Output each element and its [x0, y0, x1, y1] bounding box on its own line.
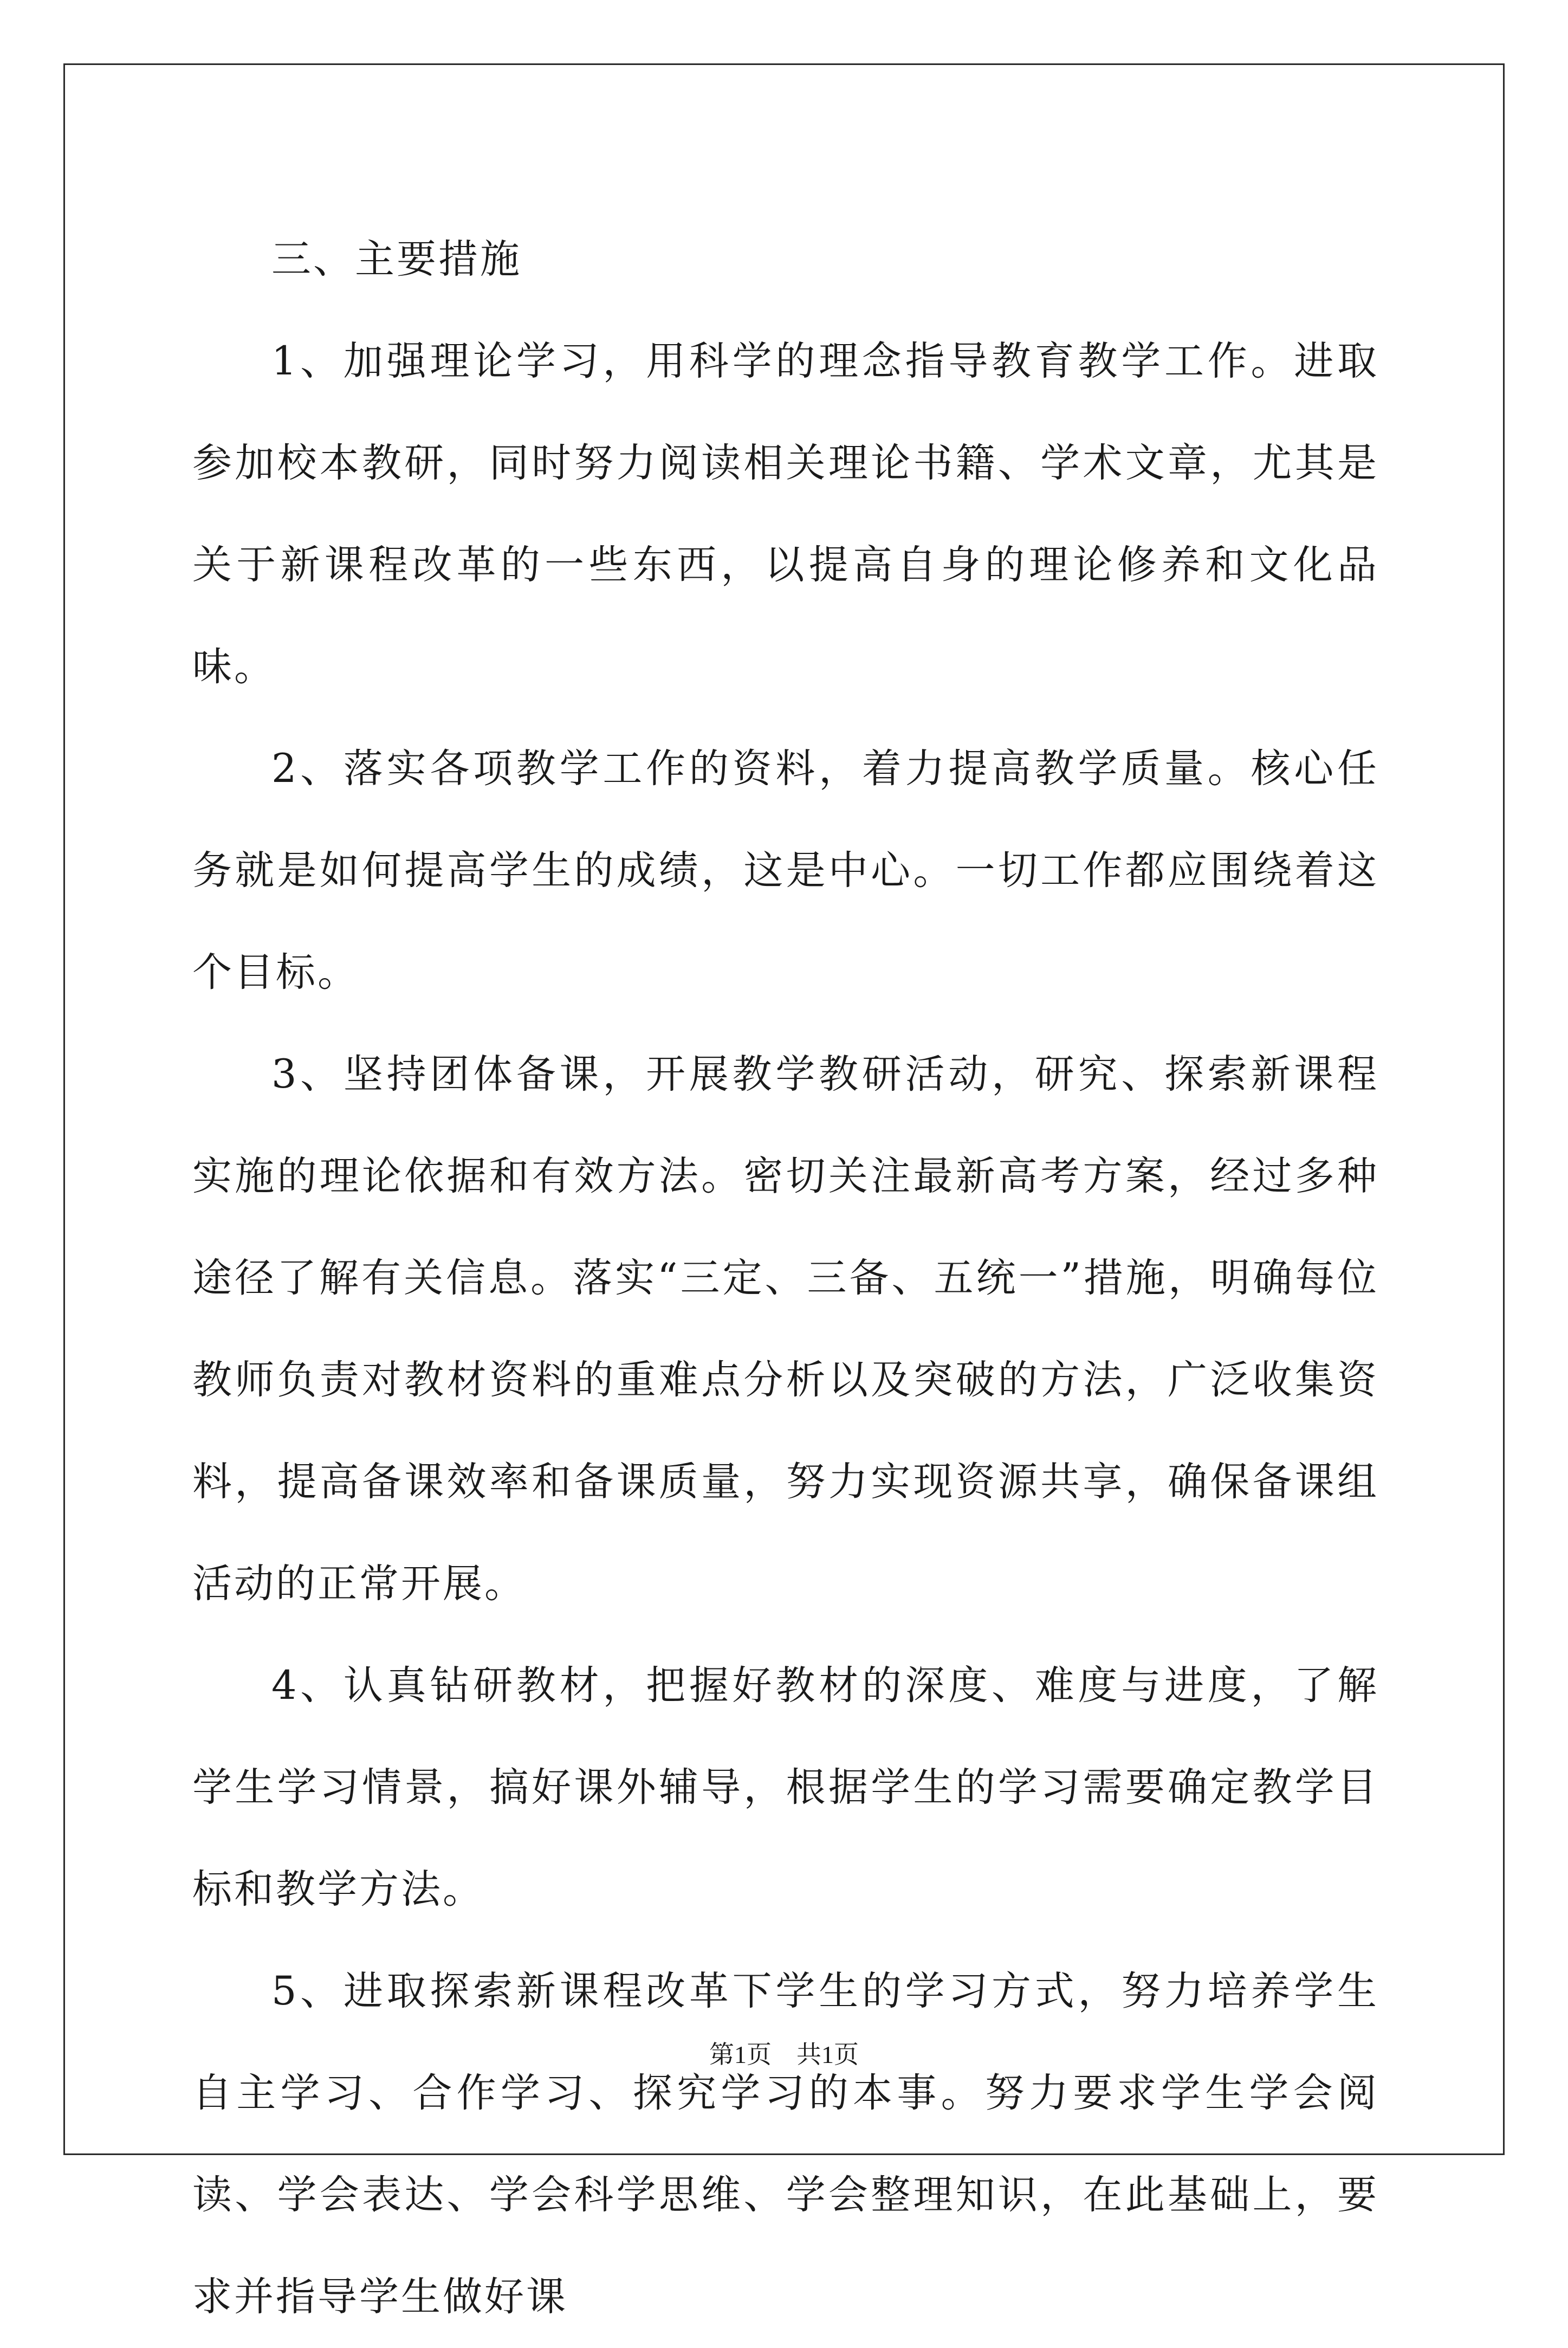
page-number-total: 共1页	[796, 2041, 859, 2068]
page-number-current: 第1页	[709, 2041, 772, 2068]
page-footer	[0, 2039, 1568, 2071]
document-body	[192, 209, 1379, 2348]
paragraph-1: 1、加强理论学习，用科学的理念指导教育教学工作。进取参加校本教研，同时努力阅读相关理论书籍、学术文章，尤其是关于新课程改革的一些东西，以提高自身的理论修养和文化品味。	[192, 338, 1379, 690]
paragraph-3: 3、坚持团体备课，开展教学教研活动，研究、探索新课程实施的理论依据和有效方法。密切关注最新高考方案，经过多种途径了解有关信息。落实“三定、三备、五统一”措施，明确每位教师负责对教材资料的重难点分析以及突破的方法，广泛收集资料，提高备课效率和备课质量，努力实现资源共享，确保备课组活动的正常开展。	[192, 1051, 1379, 1607]
section-heading: 三、主要措施	[271, 236, 522, 282]
paragraph-5: 5、进取探索新课程改革下学生的学习方式，努力培养学生自主学习、合作学习、探究学习的本事。努力要求学生学会阅读、学会表达、学会科学思维、学会整理知识，在此基础上，要求并指导学生做好课	[192, 1968, 1379, 2320]
paragraph-2: 2、落实各项教学工作的资料，着力提高教学质量。核心任务就是如何提高学生的成绩，这是中心。一切工作都应围绕着这个目标。	[192, 746, 1379, 995]
paragraph-4: 4、认真钻研教材，把握好教材的深度、难度与进度，了解学生学习情景，搞好课外辅导，根据学生的学习需要确定教学目标和教学方法。	[192, 1663, 1379, 1912]
